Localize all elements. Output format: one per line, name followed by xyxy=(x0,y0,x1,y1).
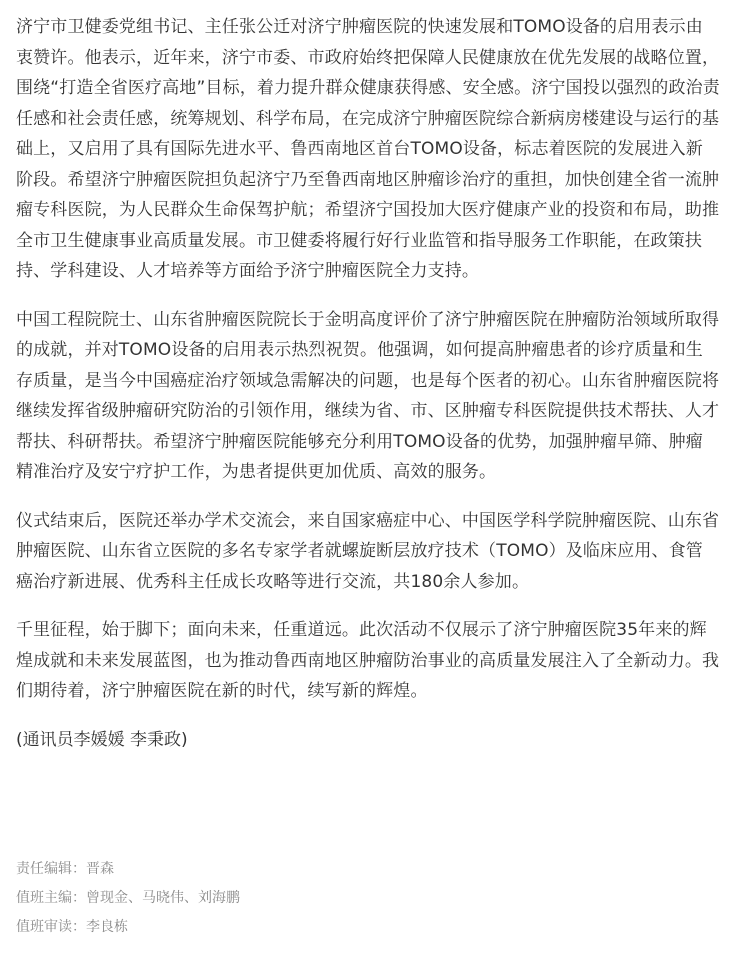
chief-editors-on-duty: 值班主编：曾现金、马晓伟、刘海鹏 xyxy=(16,890,240,906)
reviewer-on-duty: 值班审读：李良栋 xyxy=(16,919,128,935)
reporter-byline: (通讯员李媛媛 李秉政) xyxy=(16,729,188,750)
article-paragraph-3: 仪式结束后，医院还举办学术交流会，来自国家癌症中心、中国医学科学院肿瘤医院、山东省肿瘤医院、山东省立医院的多名专家学者就螺旋断层放疗技术（TOMO）及临床应用、食管癌治疗新进展、优秀科主任成长攻略等进行交流，共180余人参加。 xyxy=(16,510,720,592)
responsible-editor: 责任编辑：晋森 xyxy=(16,861,114,877)
article-paragraph-2: 中国工程院院士、山东省肿瘤医院院长于金明高度评价了济宁肿瘤医院在肿瘤防治领域所取得的成就，并对TOMO设备的启用表示热烈祝贺。他强调，如何提高肿瘤患者的诊疗质量和生存质量，是当今中国癌症治疗领域急需解决的问题，也是每个医者的初心。山东省肿瘤医院将继续发挥省级肿瘤研究防治的引领作用，继续为省、市、区肿瘤专科医院提供技术帮扶、人才帮扶、科研帮扶。希望济宁肿瘤医院能够充分利用TOMO设备的优势，加强肿瘤早筛、肿瘤精准治疗及安宁疗护工作，为患者提供更加优质、高效的服务。 xyxy=(16,309,720,482)
article-paragraph-4: 千里征程，始于脚下；面向未来，任重道远。此次活动不仅展示了济宁肿瘤医院35年来的辉煌成就和未来发展蓝图，也为推动鲁西南地区肿瘤防治事业的高质量发展注入了全新动力。我们期待着，济宁肿瘤医院在新的时代，续写新的辉煌。 xyxy=(16,620,720,701)
editorial-credits xyxy=(16,855,720,942)
article-body xyxy=(16,12,720,755)
article-paragraph-1: 济宁市卫健委党组书记、主任张公迁对济宁肿瘤医院的快速发展和TOMO设备的启用表示由衷赞许。他表示，近年来，济宁市委、市政府始终把保障人民健康放在优先发展的战略位置，围绕“打造全省医疗高地”目标，着力提升群众健康获得感、安全感。济宁国投以强烈的政治责任感和社会责任感，统筹规划、科学布局，在完成济宁肿瘤医院综合新病房楼建设与运行的基础上，又启用了具有国际先进水平、鲁西南地区首台TOMO设备，标志着医院的发展进入新阶段。希望济宁肿瘤医院担负起济宁乃至鲁西南地区肿瘤诊治疗的重担，加快创建全省一流肿瘤专科医院，为人民群众生命保驾护航；希望济宁国投加大医疗健康产业的投资和布局，助推全市卫生健康事业高质量发展。市卫健委将履行好行业监管和指导服务工作职能，在政策扶持、学科建设、人才培养等方面给予济宁肿瘤医院全力支持。 xyxy=(16,17,720,281)
